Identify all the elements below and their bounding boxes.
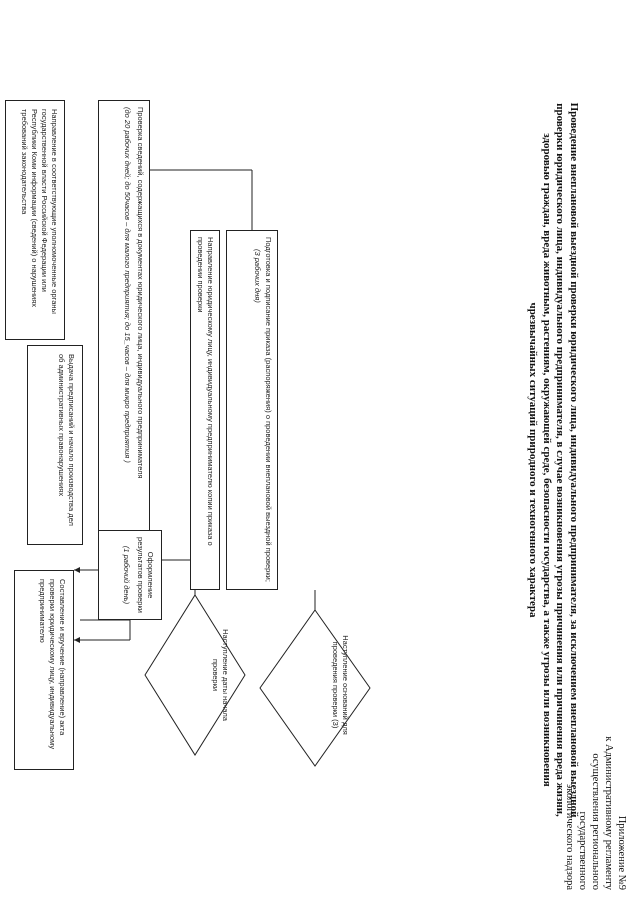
result-duration: (1 рабочий день) bbox=[122, 545, 131, 605]
appendix-reference: экологического надзора bbox=[564, 783, 575, 890]
diamond-start-label: Наступление оснований для проведения проверки (3) bbox=[331, 635, 350, 735]
decision-diamond-start bbox=[260, 610, 370, 766]
appendix-reference: государственного bbox=[577, 811, 588, 890]
appendix-number: Приложение №9 bbox=[616, 815, 627, 890]
document-title: Проведение внеплановой выездной проверки юридического лица, индивидуального предпринимателя, за исключением внеплановой выездной проверки юридического лица, индивидуального предпринимателя, в случае возникновения угрозы причинения или причинения вреда жизни, здоровью граждан, вреда животным, растениям, окружающей среде, безопасности государства, а также угрозы или возникновения чрезвычайных ситуаций природного и техногенного характера bbox=[527, 102, 580, 818]
order-preparation-box bbox=[226, 230, 278, 590]
act-box: Составление и вручение (направление) акта проверки юридическому лицу, индивидуальному предпринимателю bbox=[14, 570, 74, 770]
document-check-duration: (до 20 рабочих дней; до 50часов – для малого предприятия; до 15_часов – для микро предприятия ) bbox=[123, 107, 132, 463]
appendix-reference: к Административному регламенту bbox=[603, 736, 614, 890]
information-direction-box: Направление в соответствующие уполномоченные органы государственной власти Российской Федерации или Республики Коми информации (сведений) о нарушениях требований законодательства bbox=[5, 100, 65, 340]
document-check-box bbox=[98, 100, 150, 590]
prescription-box: Выдача предписаний и начало производства дел об административных правонарушениях bbox=[27, 345, 83, 545]
result-text: Оформление результатов проверки bbox=[136, 537, 155, 613]
order-preparation-duration: (3 рабочих дня) bbox=[253, 249, 262, 303]
diamond-date-label: Наступление даты начала проверки bbox=[211, 629, 230, 721]
order-preparation-text: Подготовка и подписание приказа (распоряжения) о проведении внеплановой выездной проверки; bbox=[264, 237, 273, 582]
order-copy-box: Направление юридическому лицу, индивидуальному предпринимателю копии приказа о проведении проверки bbox=[190, 230, 220, 590]
result-box bbox=[98, 530, 162, 620]
appendix-reference: осуществления регионального bbox=[590, 753, 601, 890]
document-check-text: Проверка сведений, содержащихся в документах юридического лица, индивидуального предпринимателя bbox=[136, 107, 145, 479]
